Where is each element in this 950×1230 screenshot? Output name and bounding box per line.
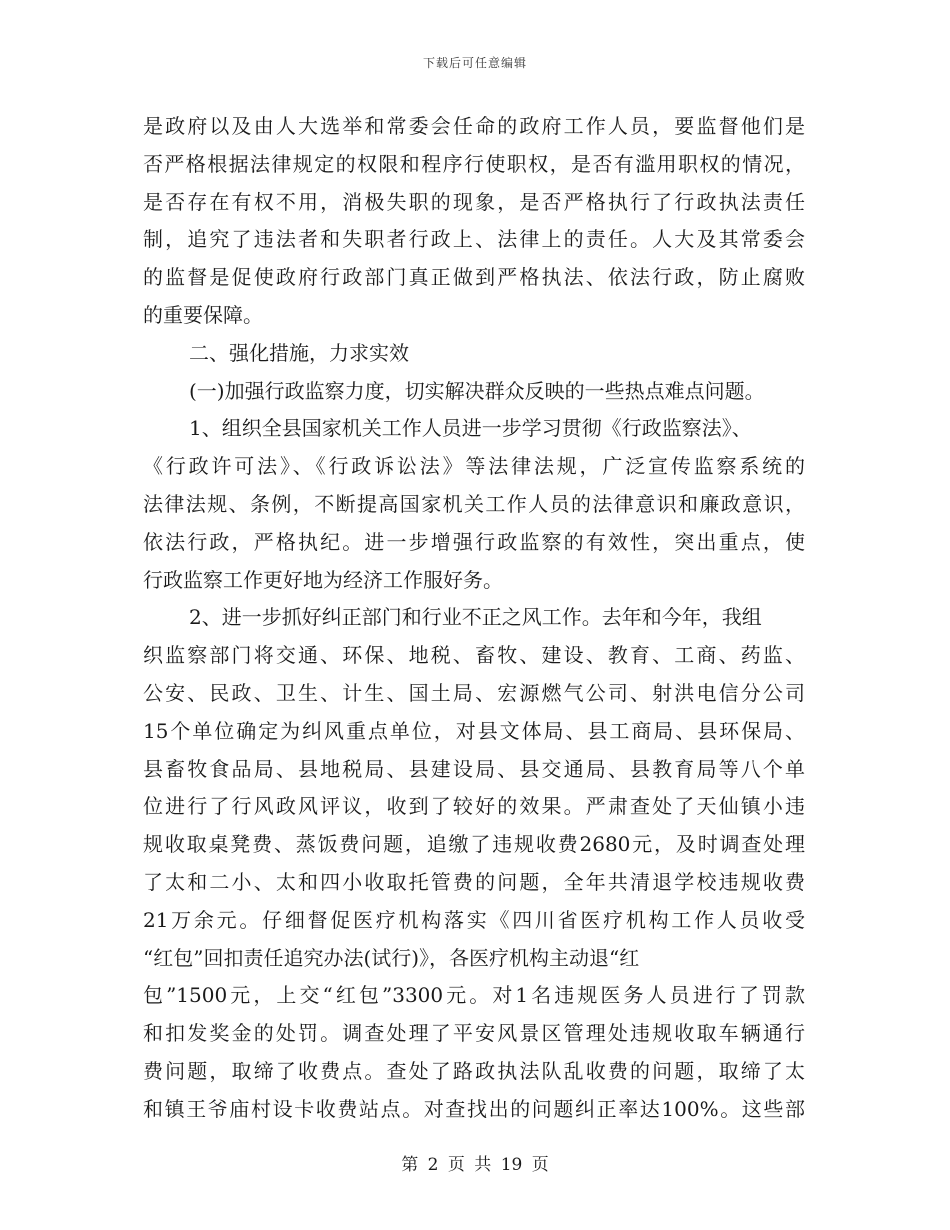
text-line: 制，追究了违法者和失职者行政上、法律上的责任。人大及其常委会 <box>143 227 805 252</box>
page-number: 第 2 页 共 19 页 <box>401 1155 549 1175</box>
text-line: 是否存在有权不用，消极失职的现象，是否严格执行了行政执法责任 <box>143 189 805 214</box>
text-line: 15个单位确定为纠风重点单位，对县文体局、县工商局、县环保局、 <box>143 718 805 743</box>
text-line: 位进行了行风政风评议，收到了较好的效果。严肃查处了天仙镇小违 <box>143 794 805 819</box>
text-line: 和扣发奖金的处罚。调查处理了平安风景区管理处违规收取车辆通行 <box>143 1021 805 1046</box>
text-line: 否严格根据法律规定的权限和程序行使职权，是否有滥用职权的情况， <box>143 151 805 176</box>
text-line: 织监察部门将交通、环保、地税、畜牧、建设、教育、工商、药监、 <box>143 643 805 668</box>
text-line: 了太和二小、太和四小收取托管费的问题，全年共清退学校违规收费 <box>143 869 805 894</box>
download-edit-note: 下载后可任意编辑 <box>422 56 527 70</box>
text-line: 2、进一步抓好纠正部门和行业不正之风工作。去年和今年，我组 <box>189 605 762 630</box>
text-line: 费问题，取缔了收费点。查处了路政执法队乱收费的问题，取缔了太 <box>143 1058 805 1083</box>
text-line: 的重要保障。 <box>143 302 263 327</box>
body-text <box>143 108 805 1129</box>
text-line: 1、组织全县国家机关工作人员进一步学习贯彻《行政监察法》、 <box>189 416 752 441</box>
text-line: 的监督是促使政府行政部门真正做到严格执法、依法行政，防止腐败 <box>143 265 805 290</box>
text-line: 规收取桌凳费、蒸饭费问题，追缴了违规收费2680元，及时调查处理 <box>143 832 805 857</box>
text-line: 二、强化措施，力求实效 <box>189 340 409 365</box>
text-line: “红包”回扣责任追究办法(试行)》，各医疗机构主动退“红 <box>143 945 640 970</box>
text-line: 和镇王爷庙村设卡收费站点。对查找出的问题纠正率达100%。这些部 <box>143 1096 805 1121</box>
text-line: 21万余元。仔细督促医疗机构落实《四川省医疗机构工作人员收受 <box>143 907 805 932</box>
text-line: 行政监察工作更好地为经济工作服好务。 <box>143 567 503 592</box>
text-line: 公安、民政、卫生、计生、国土局、宏源燃气公司、射洪电信分公司 <box>143 680 805 705</box>
text-line: (一)加强行政监察力度，切实解决群众反映的一些热点难点问题。 <box>189 378 765 403</box>
text-line: 县畜牧食品局、县地税局、县建设局、县交通局、县教育局等八个单 <box>143 756 805 781</box>
text-line: 法律法规、条例，不断提高国家机关工作人员的法律意识和廉政意识， <box>143 491 805 516</box>
text-line: 包”1500元，上交“红包”3300元。对1名违规医务人员进行了罚款 <box>143 983 805 1008</box>
text-line: 依法行政，严格执纪。进一步增强行政监察的有效性，突出重点，使 <box>143 529 805 554</box>
text-line: 是政府以及由人大选举和常委会任命的政府工作人员，要监督他们是 <box>143 114 805 138</box>
text-line: 《行政许可法》、《行政诉讼法》等法律法规，广泛宣传监察系统的 <box>143 454 805 479</box>
